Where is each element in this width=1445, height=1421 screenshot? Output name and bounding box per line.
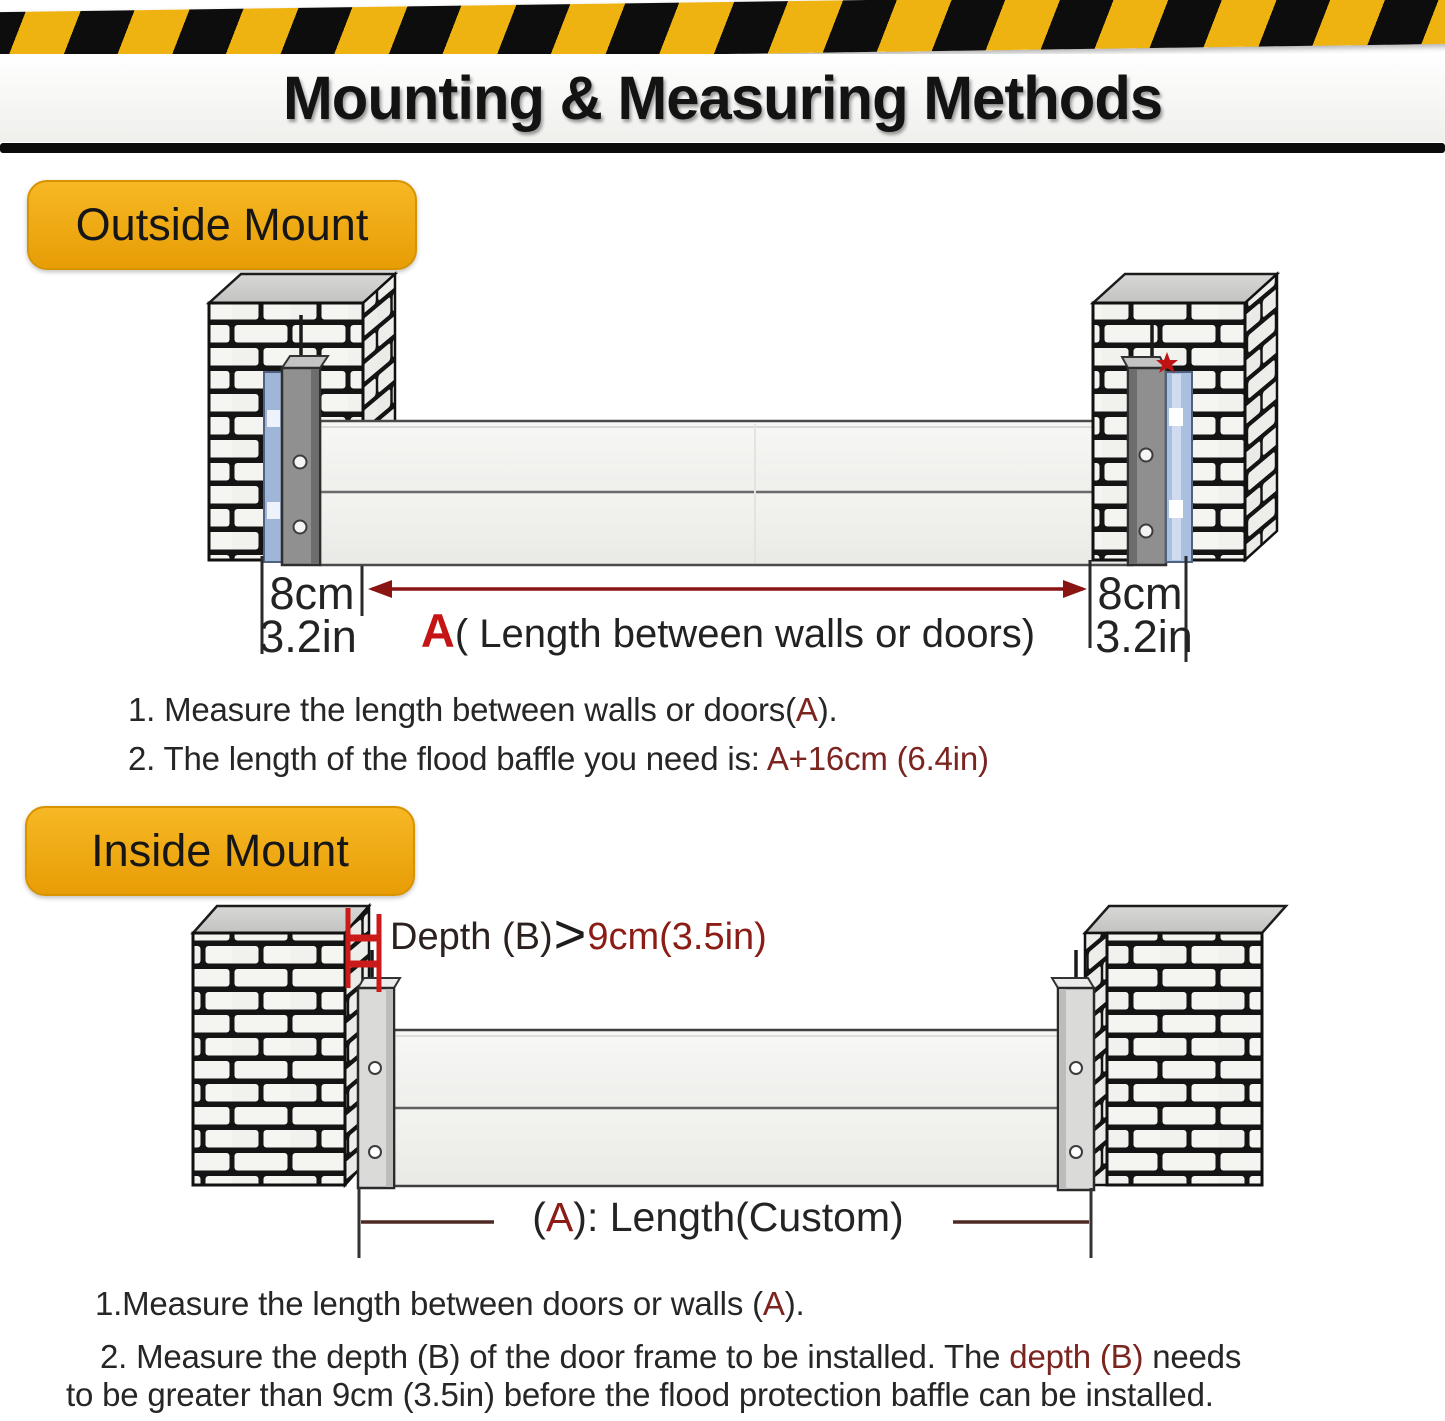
outside-right-gap-cm: 8cm [1097, 568, 1183, 619]
page-title: Mounting & Measuring Methods [282, 64, 1163, 132]
inside-step2-text-b: needs [1143, 1338, 1242, 1375]
screw-hole [369, 1146, 381, 1158]
screw-hole [1070, 1146, 1082, 1158]
pillar-side-face [1245, 274, 1277, 560]
outside-step2-value: A+16cm (6.4in) [766, 740, 989, 777]
inside-step2-text-a: 2. Measure the depth (B) of the door frame to be installed. The [100, 1338, 1010, 1375]
screw-hole [294, 521, 307, 534]
pillar-top-face [193, 906, 369, 933]
seal-strip-mark [267, 502, 280, 519]
rail-shade [386, 989, 393, 1187]
screw-hole [1070, 1062, 1082, 1074]
inside-step1-suffix: ). [784, 1285, 805, 1322]
rail-shade [1129, 369, 1137, 564]
outside-step1-text: 1. Measure the length between walls or doors( [128, 691, 796, 728]
length-arrow [368, 580, 1087, 598]
outside-step1-suffix: ). [817, 691, 838, 728]
outside-left-gap-in: 3.2in [259, 611, 357, 662]
outside-right-gap-in: 3.2in [1095, 611, 1193, 662]
length-letter-A: A [545, 1194, 574, 1240]
outside-step-1 [128, 691, 837, 729]
inside-step1-text: 1.Measure the length between doors or walls ( [95, 1285, 763, 1322]
depth-requirement-label [390, 902, 767, 965]
screw-hole [1140, 449, 1153, 462]
outside-step2-text: 2. The length of the flood baffle you need is: [128, 740, 767, 777]
outside-step1-letter: A [795, 691, 818, 728]
seal-strip-highlight [1172, 374, 1181, 560]
seal-strip-mark [1169, 500, 1183, 518]
depth-prefix: Depth (B) [390, 915, 553, 958]
rail-top-bevel [282, 356, 328, 368]
length-rest: ): Length(Custom) [573, 1194, 904, 1240]
inside-right-pillar [1085, 906, 1286, 1185]
seal-strip-mark [267, 410, 280, 427]
length-open-paren: ( [532, 1194, 546, 1240]
inside-step-2-line2: to be greater than 9cm (3.5in) before the flood protection baffle can be installed. [66, 1376, 1214, 1413]
outside-span-label [370, 603, 1086, 658]
outside-flood-barrier [320, 421, 1132, 565]
screw-hole [369, 1062, 381, 1074]
inside-length-label [483, 1194, 953, 1241]
span-letter-A: A [420, 604, 455, 657]
inside-step-1 [95, 1285, 804, 1323]
span-text: ( Length between walls or doors) [454, 612, 1036, 656]
greater-than-sign: > [553, 902, 587, 965]
seal-strip-mark [1169, 408, 1183, 426]
pillar-front-face [193, 933, 345, 1185]
pillar-front-face [1107, 933, 1262, 1185]
inside-step2-depth-b: depth (B) [1009, 1338, 1144, 1375]
inside-step-2-line1 [100, 1338, 1241, 1376]
rail-shade [1059, 989, 1066, 1189]
depth-value: 9cm(3.5in) [587, 915, 767, 958]
inside-left-pillar [193, 906, 369, 1185]
screw-hole [1140, 525, 1153, 538]
inside-mount-label-text: Inside Mount [91, 825, 349, 876]
screw-hole [294, 456, 307, 469]
rail-top-bevel [1052, 978, 1094, 988]
rail-shade [311, 369, 319, 564]
outside-mount-label-text: Outside Mount [75, 199, 369, 250]
inside-flood-barrier [394, 1030, 1060, 1186]
outside-left-gap-cm: 8cm [269, 568, 355, 619]
pillar-top-face [1085, 906, 1286, 933]
inside-right-rail [1052, 950, 1094, 1190]
outside-step-2 [128, 740, 989, 778]
inside-step1-letter: A [762, 1285, 785, 1322]
